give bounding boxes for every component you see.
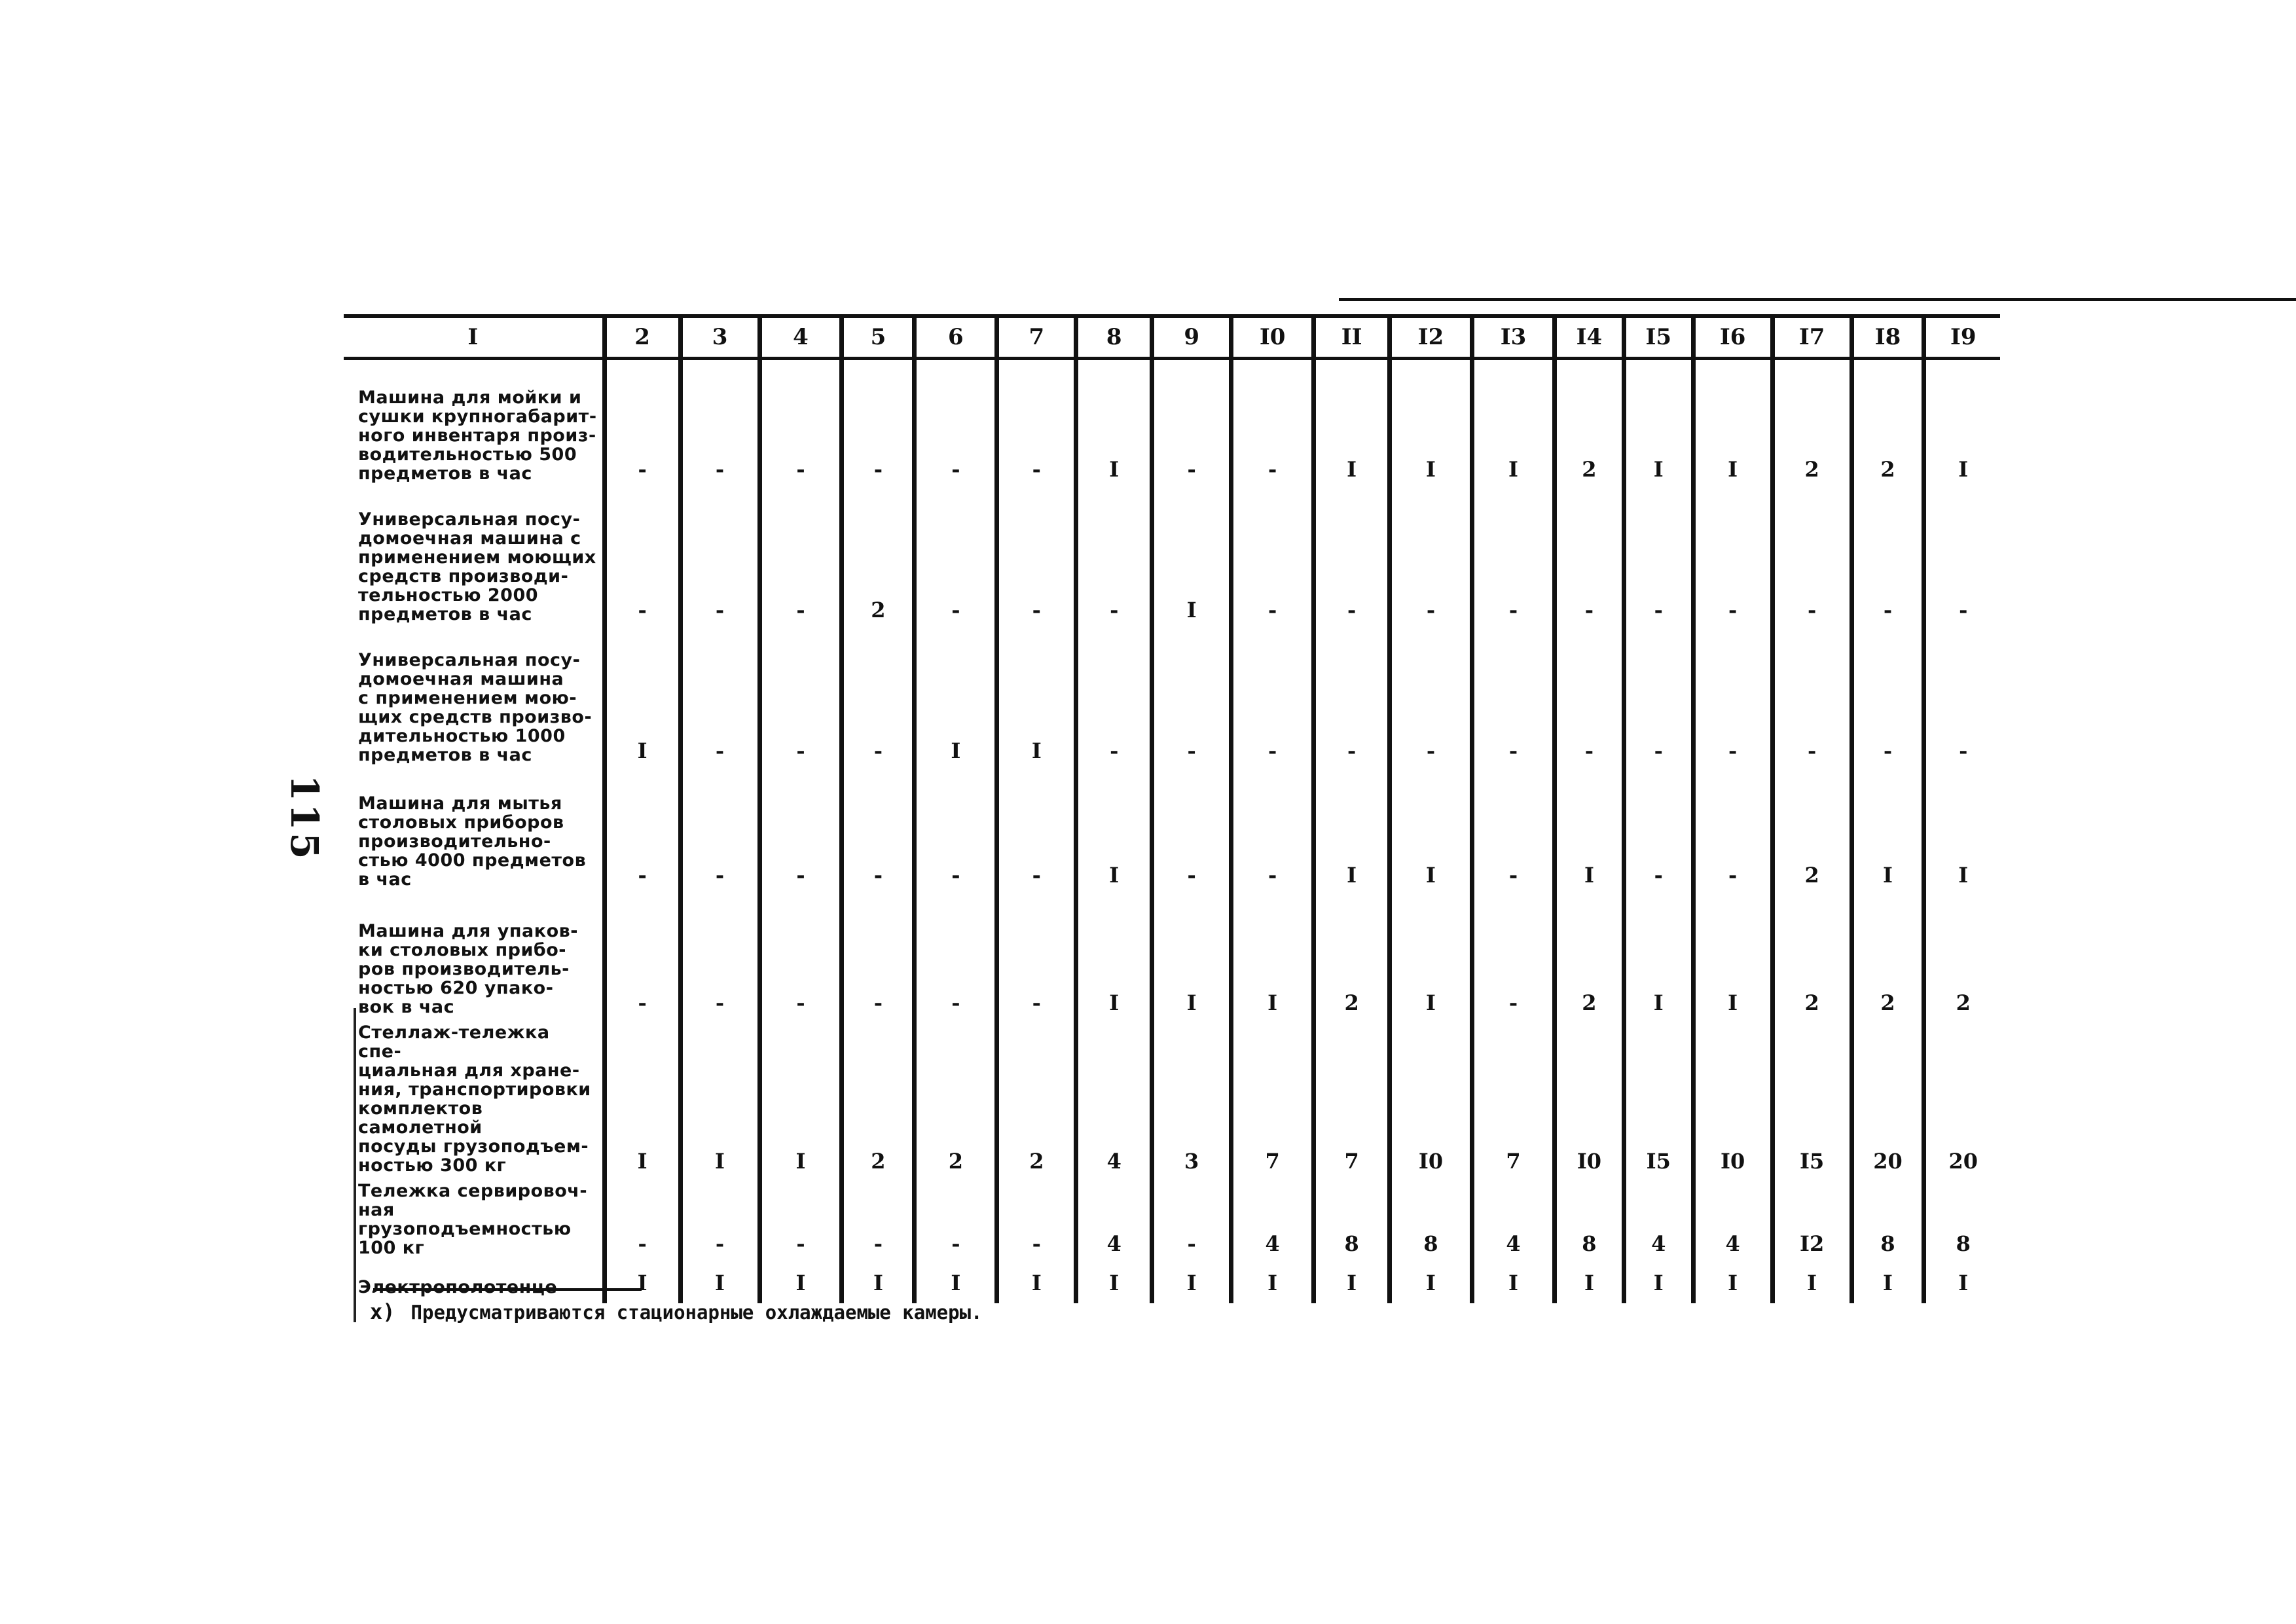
table-cell: I [1390,1264,1472,1303]
table-cell: I2 [1772,1182,1851,1264]
footnote-mark: х) [370,1299,395,1324]
table-cell: - [759,630,842,771]
table-cell: I [1472,1264,1555,1303]
table-cell: - [680,359,759,490]
table-cell: - [759,490,842,630]
table-cell: - [915,490,997,630]
column-header: I6 [1693,317,1772,359]
table-cell: - [1555,490,1624,630]
table-cell: I [604,1264,680,1303]
table-cell: I [1624,1264,1693,1303]
column-header: 9 [1152,317,1231,359]
table-cell: - [1231,359,1314,490]
table-cell: I [1693,1264,1772,1303]
row-label [344,1182,604,1264]
table-cell: - [680,1182,759,1264]
table-cell: I [1924,1264,2000,1303]
row-label-text: Универсальная посу- домоечная машина с применением моющих средств производи- тельностью 2000 предметов в час [358,509,596,624]
table-cell: I [915,1264,997,1303]
table-cell: - [1472,630,1555,771]
table-cell: I [1390,359,1472,490]
table-cell: - [1624,771,1693,895]
table-cell: - [680,771,759,895]
row-label [344,359,604,490]
table-cell: - [604,1182,680,1264]
table-cell: 4 [1472,1182,1555,1264]
table-cell: I [915,630,997,771]
table-cell: I [1693,895,1772,1023]
table-cell: - [1231,771,1314,895]
table-cell: I [680,1023,759,1182]
table-cell: I5 [1772,1023,1851,1182]
table-cell: I [1076,359,1152,490]
table-cell: 4 [1076,1182,1152,1264]
table-cell: - [1924,630,2000,771]
table-cell: - [1152,630,1231,771]
table-cell: - [842,895,915,1023]
table-cell: - [1314,490,1390,630]
table-cell: - [759,359,842,490]
table-cell: - [1472,490,1555,630]
table-cell: 2 [1772,359,1851,490]
table-cell: 4 [1231,1182,1314,1264]
table-cell: - [842,359,915,490]
row-label [344,895,604,1023]
table-row [344,895,2000,1023]
table-cell: 20 [1924,1023,2000,1182]
table-cell: I [1851,1264,1924,1303]
table-cell: - [680,895,759,1023]
table-cell: - [915,1182,997,1264]
row-label [344,630,604,771]
table-cell: I [680,1264,759,1303]
table-cell: - [1231,630,1314,771]
column-header: 6 [915,317,997,359]
table-cell: 7 [1314,1023,1390,1182]
table-cell: - [915,895,997,1023]
table-cell: I [842,1264,915,1303]
table-cell: - [842,1182,915,1264]
table-cell: - [1555,630,1624,771]
table-cell: 2 [1555,895,1624,1023]
column-header: I7 [1772,317,1851,359]
table-cell: 2 [1555,359,1624,490]
table-cell: 8 [1555,1182,1624,1264]
table-cell: - [997,1182,1076,1264]
table-cell: - [759,895,842,1023]
row-label [344,490,604,630]
table-cell: - [997,359,1076,490]
table-cell: 2 [997,1023,1076,1182]
table-cell: - [1314,630,1390,771]
table-cell: 20 [1851,1023,1924,1182]
table-cell: 2 [1924,895,2000,1023]
table-cell: - [1390,630,1472,771]
table-cell: 2 [1314,895,1390,1023]
table-cell: - [1693,771,1772,895]
table-cell: I [1231,1264,1314,1303]
table-cell: - [1772,490,1851,630]
table-cell: - [1693,630,1772,771]
table-cell: 8 [1851,1182,1924,1264]
row-label-text: Универсальная посу- домоечная машина с применением мою- щих средств произво- дительностью 1000 предметов в час [358,649,592,765]
table-row [344,490,2000,630]
table-row [344,359,2000,490]
column-header: I [344,317,604,359]
column-header: 3 [680,317,759,359]
row-label-text: Машина для мытья столовых приборов производительно- стью 4000 предметов в час [358,793,587,890]
table-cell: 7 [1231,1023,1314,1182]
table-cell: I5 [1624,1023,1693,1182]
table-header-row [344,317,2000,359]
table-cell: - [1924,490,2000,630]
table-cell: 3 [1152,1023,1231,1182]
table-cell: I [1624,895,1693,1023]
table-row [344,1264,2000,1303]
table-cell: - [1152,359,1231,490]
row-label [344,771,604,895]
table-cell: I [1390,895,1472,1023]
table-cell: 2 [842,490,915,630]
table-row [344,630,2000,771]
table-cell: - [842,630,915,771]
column-header: 4 [759,317,842,359]
table-cell: - [1851,490,1924,630]
table-row [344,771,2000,895]
table-cell: - [1472,771,1555,895]
table-top-rule-extension [1339,298,2296,301]
table-cell: 8 [1314,1182,1390,1264]
table-cell: - [1076,490,1152,630]
column-header: I9 [1924,317,2000,359]
table-row [344,1023,2000,1182]
table-cell: - [604,895,680,1023]
column-header: 7 [997,317,1076,359]
table-cell: - [1152,1182,1231,1264]
table-cell: - [759,771,842,895]
table-cell: - [1772,630,1851,771]
table-cell: I [1624,359,1693,490]
table-cell: - [1624,490,1693,630]
column-header: I0 [1231,317,1314,359]
table-cell: I [1555,771,1624,895]
table-cell: I [997,1264,1076,1303]
column-header: I4 [1555,317,1624,359]
table-cell: I [1851,771,1924,895]
table-cell: I [1076,895,1152,1023]
row-label-text: Тележка сервировоч- ная грузоподъемностью 100 кг [358,1180,588,1258]
row-label [344,1264,604,1303]
table-cell: - [604,771,680,895]
table-cell: I0 [1693,1023,1772,1182]
table-cell: I [1076,771,1152,895]
footnote-text: Предусматриваются стационарные охлаждаемые камеры. [410,1301,983,1324]
table-cell: 2 [1851,895,1924,1023]
table-cell: I [1152,895,1231,1023]
table-cell: 2 [1851,359,1924,490]
table-cell: I [1152,490,1231,630]
row-label [344,1023,604,1182]
table-cell: I [759,1023,842,1182]
table-cell: - [1076,630,1152,771]
table-cell: - [1472,895,1555,1023]
table-cell: 4 [1076,1023,1152,1182]
table-cell: I [1924,771,2000,895]
footnote [370,1299,983,1324]
table-cell: 4 [1693,1182,1772,1264]
table-cell: - [604,359,680,490]
table-cell: I [1772,1264,1851,1303]
column-header: I8 [1851,317,1924,359]
table-cell: - [1390,490,1472,630]
table-cell: - [1624,630,1693,771]
column-header: I2 [1390,317,1472,359]
table-cell: - [604,490,680,630]
column-header: II [1314,317,1390,359]
table-cell: I0 [1555,1023,1624,1182]
column-header: I5 [1624,317,1693,359]
row-label-text: Электрополотенце [358,1276,558,1297]
table-cell: I [604,1023,680,1182]
table-cell: - [997,771,1076,895]
table-cell: 2 [1772,771,1851,895]
equipment-table [344,317,2000,1303]
footnote-rule [373,1288,642,1291]
column-header: 2 [604,317,680,359]
table-cell: - [680,490,759,630]
table-cell: - [1693,490,1772,630]
table-cell: 2 [1772,895,1851,1023]
row-label-text: Машина для упаков- ки столовых прибо- ров производитель- ностью 620 упако- вок в час [358,920,578,1017]
row-label-text: Стеллаж-тележка спе- циальная для хране- ния, транспортировки комплектов самолетной посуды грузоподъем- ностью 300 кг [358,1022,591,1176]
column-header: I3 [1472,317,1555,359]
table-cell: I [997,630,1076,771]
table-cell: - [1152,771,1231,895]
row-label-text: Машина для мойки и сушки крупногабарит- ного инвентаря произ- водительностью 500 предметов в час [358,387,597,484]
table-cell: I [1314,1264,1390,1303]
table-cell: - [915,771,997,895]
page-number: 115 [282,774,327,862]
table-cell: - [997,490,1076,630]
table-cell: I0 [1390,1023,1472,1182]
table-cell: I [1924,359,2000,490]
table-cell: I [1231,895,1314,1023]
table-cell: I [759,1264,842,1303]
table-cell: - [1851,630,1924,771]
table-cell: 7 [1472,1023,1555,1182]
table-cell: - [842,771,915,895]
table-cell: I [1472,359,1555,490]
table-cell: I [1314,771,1390,895]
column-header: 8 [1076,317,1152,359]
table-cell: - [680,630,759,771]
table-cell: I [1390,771,1472,895]
table-cell: - [915,359,997,490]
table-cell: I [1076,1264,1152,1303]
table-cell: I [604,630,680,771]
table-cell: I [1693,359,1772,490]
table-cell: I [1314,359,1390,490]
table-cell: I [1555,1264,1624,1303]
table-cell: - [997,895,1076,1023]
table-row [344,1182,2000,1264]
table-cell: 4 [1624,1182,1693,1264]
table-cell: 2 [915,1023,997,1182]
table-cell: 8 [1390,1182,1472,1264]
table-cell: - [759,1182,842,1264]
column-header: 5 [842,317,915,359]
table-cell: I [1152,1264,1231,1303]
table-cell: - [1231,490,1314,630]
table-cell: 2 [842,1023,915,1182]
table-cell: 8 [1924,1182,2000,1264]
